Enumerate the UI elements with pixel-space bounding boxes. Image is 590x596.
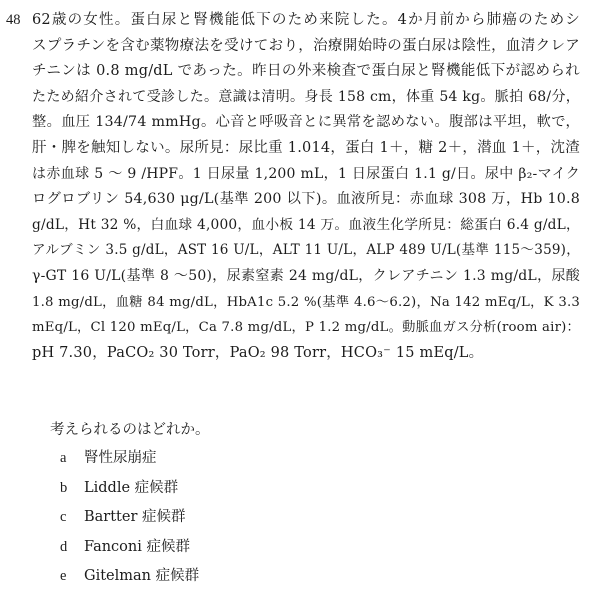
choice-letter: c xyxy=(60,509,67,526)
choice-text: Liddle 症候群 xyxy=(84,479,179,496)
choice-text: Fanconi 症候群 xyxy=(84,538,190,555)
stem-line: mEq/L，Cl 120 mEq/L，Ca 7.8 mg/dL，P 1.2 mg/dL。動脈血ガス分析(room air)： xyxy=(32,320,580,336)
choice-text: Bartter 症候群 xyxy=(84,509,186,526)
stem-line: は赤血球 5 ～ 9 /HPF。1 日尿量 1,200 mL，1 日尿蛋白 1.1 g/日。尿中 β₂-マイク xyxy=(32,165,580,182)
choice-letter: d xyxy=(60,538,68,555)
choice-d[interactable] xyxy=(60,533,199,563)
stem-line: アルブミン 3.5 g/dL，AST 16 U/L，ALT 11 U/L，ALP 489 U/L(基準 115～359)， xyxy=(32,242,580,259)
stem-line: g/dL，Ht 32 %，白血球 4,000，血小板 14 万。血液生化学所見：総蛋白 6.4 g/dL， xyxy=(32,216,580,233)
choice-a[interactable] xyxy=(60,444,199,474)
question-number: 48 xyxy=(6,12,21,28)
stem-line: 1.8 mg/dL，血糖 84 mg/dL，HbA1c 5.2 %(基準 4.6～6.2)，Na 142 mEq/L，K 3.3 xyxy=(32,294,580,310)
choice-c[interactable] xyxy=(60,503,199,533)
stem-line: 62歳の女性。蛋白尿と腎機能低下のため来院した。4か月前から肺癌のためシ xyxy=(32,12,580,28)
choice-b[interactable] xyxy=(60,474,199,504)
stem-line: チニンは 0.8 mg/dL であった。昨日の外来検査で蛋白尿と腎機能低下が認められ xyxy=(32,63,580,80)
stem-line: pH 7.30，PaCO₂ 30 Torr，PaO₂ 98 Torr，HCO₃⁻ 15 mEq/L。 xyxy=(32,344,484,361)
choice-letter: b xyxy=(60,479,68,496)
choice-text: 腎性尿崩症 xyxy=(84,450,157,466)
stem-line: たため紹介されて受診した。意識は清明。身長 158 cm，体重 54 kg。脈拍 68/分， xyxy=(32,88,580,105)
stem-line: 肝・脾を触知しない。尿所見：尿比重 1.014，蛋白 1＋，糖 2＋，潜血 1＋，沈渣 xyxy=(32,139,580,156)
question-stem xyxy=(32,8,580,366)
choice-letter: a xyxy=(60,450,67,466)
stem-line: 整。血圧 134/74 mmHg。心音と呼吸音とに異常を認めない。腹部は平坦，軟で， xyxy=(32,114,580,131)
stem-line: ログロブリン 54,630 μg/L(基準 200 以下)。血液所見：赤血球 308 万，Hb 10.8 xyxy=(32,191,580,208)
choice-e[interactable] xyxy=(60,562,199,592)
choice-letter: e xyxy=(60,568,67,585)
stem-line: γ-GT 16 U/L(基準 8 ～50)，尿素窒素 24 mg/dL，クレアチニン 1.3 mg/dL，尿酸 xyxy=(32,267,580,284)
stem-line: スプラチンを含む薬物療法を受けており，治療開始時の蛋白尿は陰性，血清クレア xyxy=(32,37,580,54)
question-prompt: 考えられるのはどれか。 xyxy=(50,422,210,438)
choice-text: Gitelman 症候群 xyxy=(84,568,200,585)
answer-choices xyxy=(60,444,199,592)
